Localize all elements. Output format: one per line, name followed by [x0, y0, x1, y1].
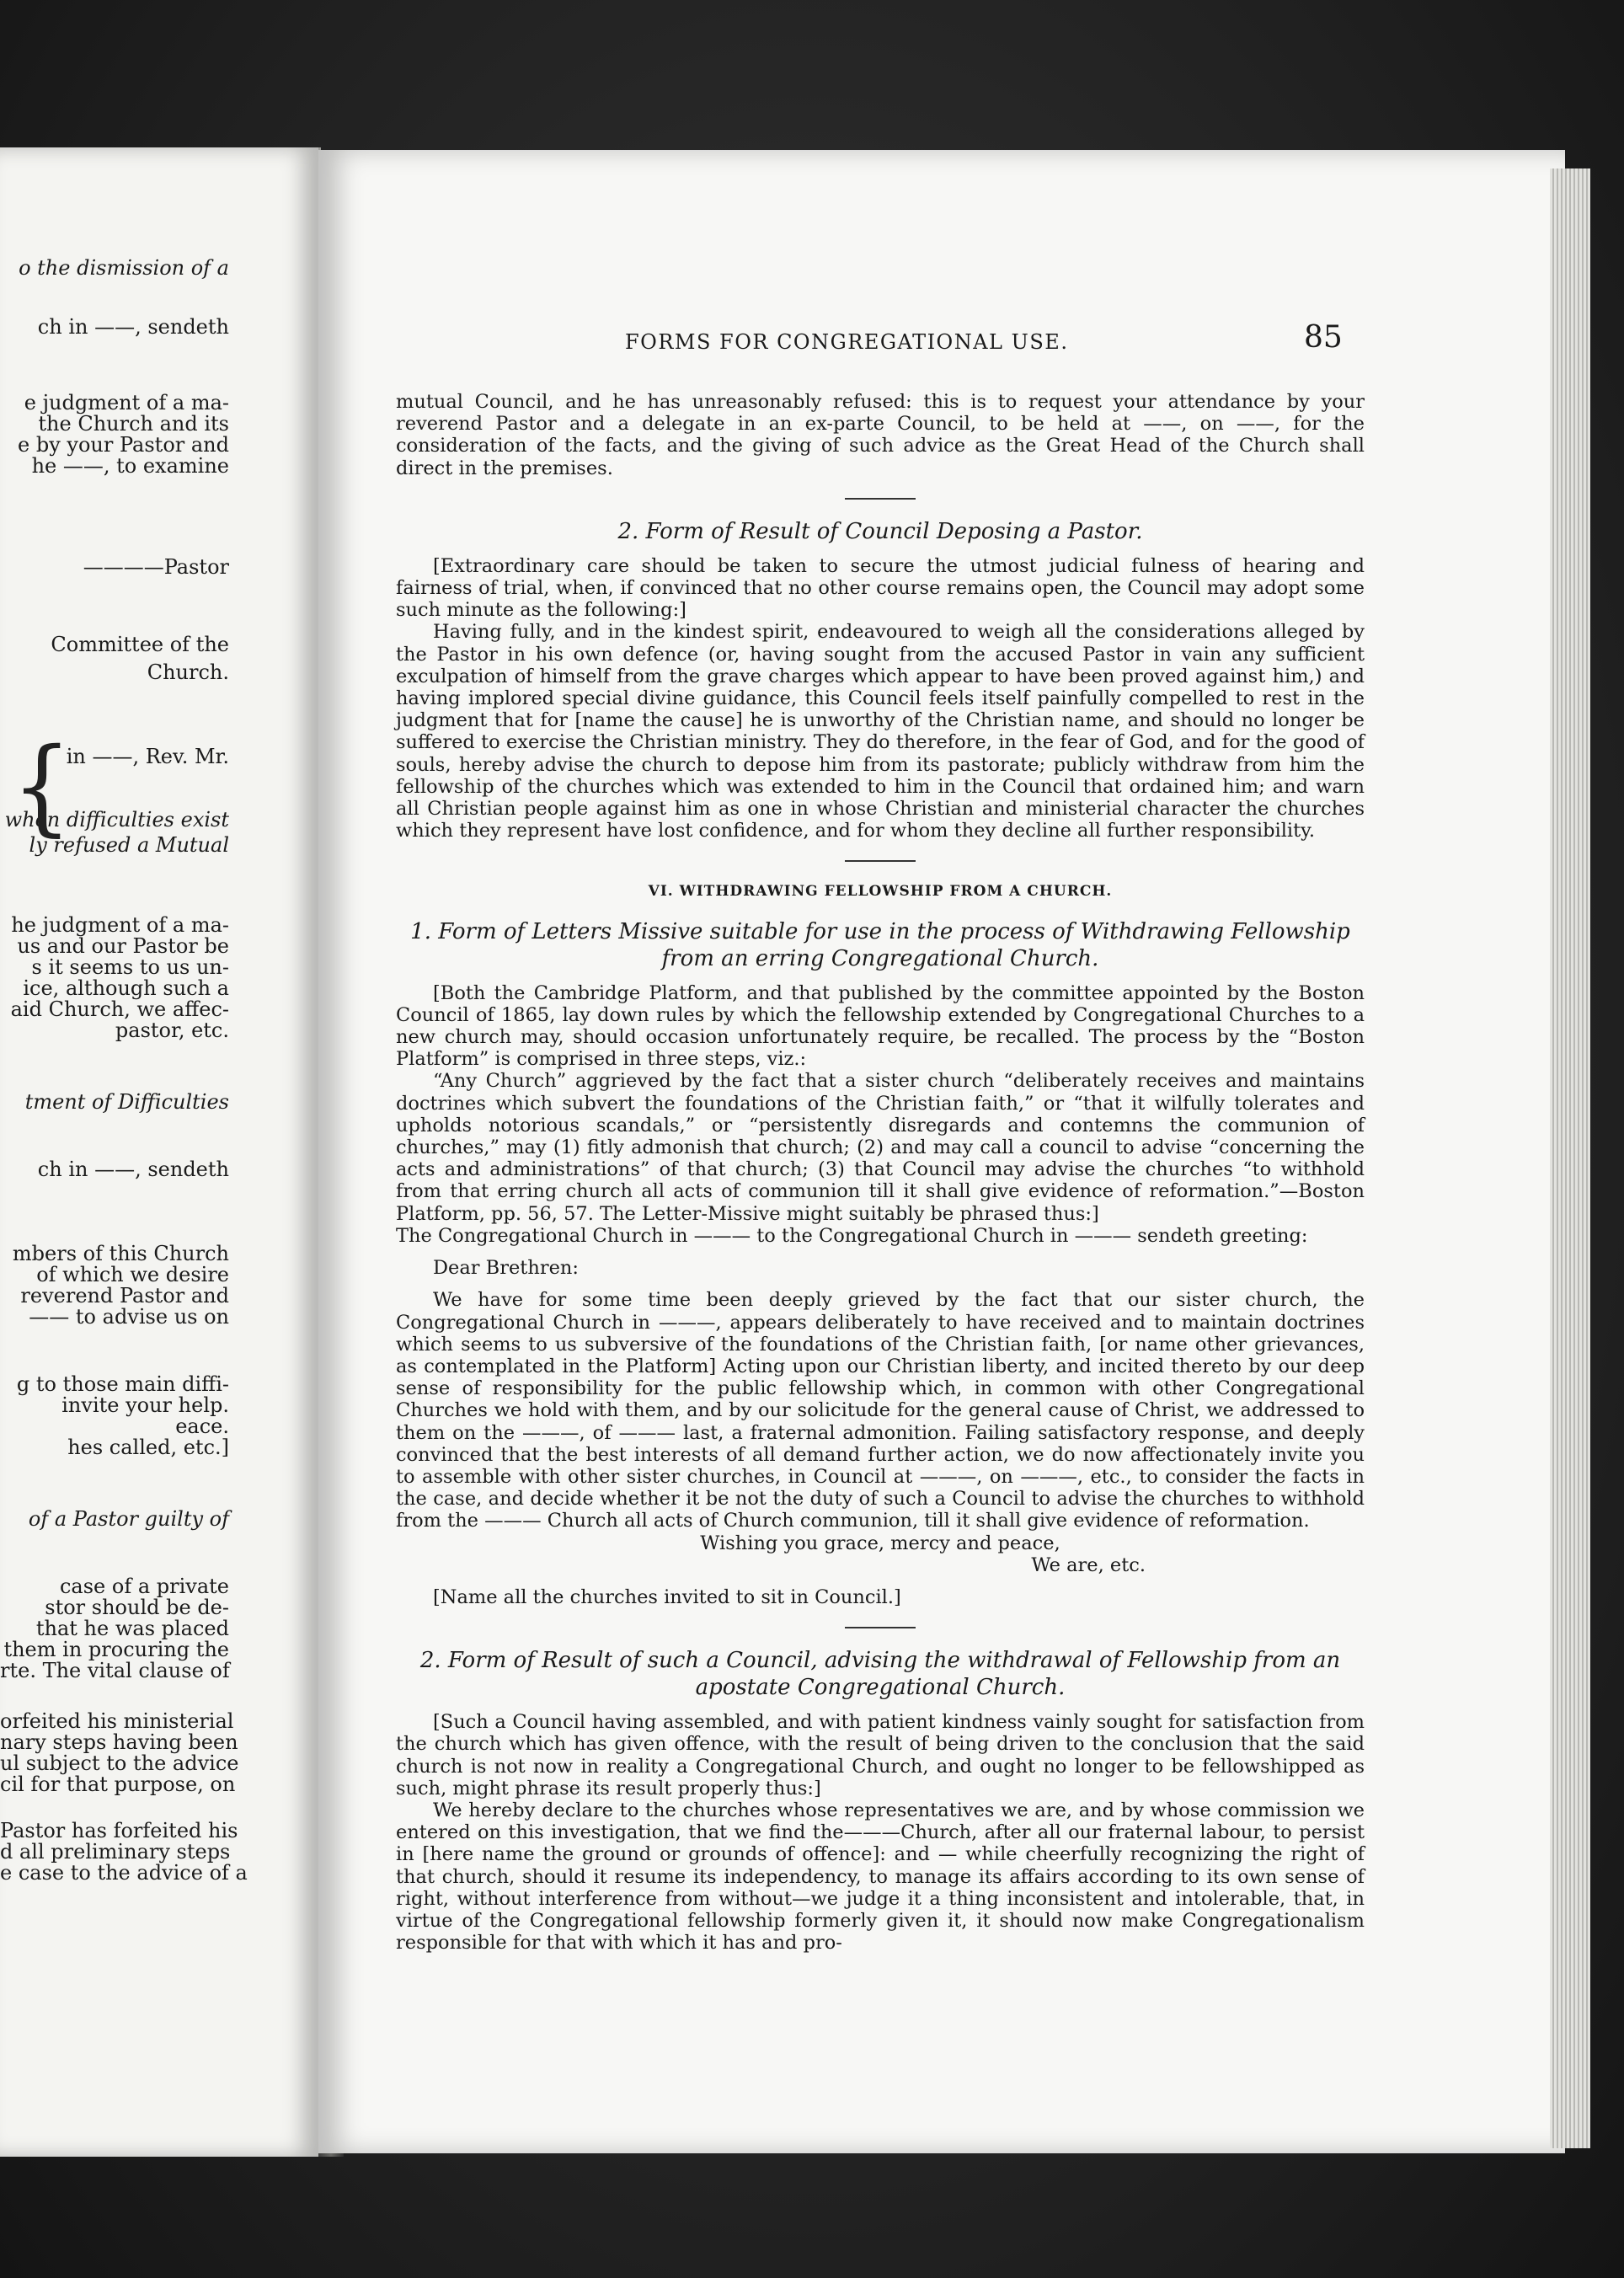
left-page-line: ch in ——, sendeth	[37, 1158, 229, 1181]
left-page-line: e by your Pastor and	[18, 433, 229, 457]
form-heading-deposing-pastor: 2. Form of Result of Council Deposing a Pastor.	[617, 518, 1143, 544]
divider	[845, 860, 916, 862]
left-page-line: —— to advise us on	[29, 1305, 229, 1329]
letter-address: The Congregational Church in ——— to the Congregational Church in ——— sendeth greeting:	[396, 1224, 1308, 1247]
form-note: [Such a Council having assembled, and with patient kindness vainly sought for satisfaction from the church which has given offence, with the result of being driven to the conclusion that the said church is not now in reality a Congregational Church, and ought no longer to be fellowshipped as such, might phrase its result properly thus:]	[396, 1711, 1365, 1799]
letter-signoff: We are, etc.	[1031, 1553, 1146, 1576]
left-page-line: when difficulties exist	[4, 808, 229, 832]
left-page-line: orfeited his ministerial	[0, 1709, 234, 1733]
letter-footnote: [Name all the churches invited to sit in Council.]	[433, 1586, 901, 1608]
left-page-line: invite your help.	[61, 1393, 229, 1417]
form-heading-letters-missive-line1: 1. Form of Letters Missive suitable for use in the process of Withdrawing Fellowship	[410, 918, 1350, 944]
left-page-line: hes called, etc.]	[67, 1436, 229, 1459]
left-page-line: ch in ——, sendeth	[37, 315, 229, 339]
letter-closing: Wishing you grace, mercy and peace,	[700, 1532, 1060, 1554]
left-page-line: s it seems to us un-	[31, 955, 229, 979]
form-note: [Both the Cambridge Platform, and that published by the committee appointed by the Boston Council of 1865, lay down rules by which the fellowship extended by Congregational Churches to a new church may, should occasion unfortunately require, be recalled. The process by the “Boston Platform” is comprised in three steps, viz.:	[396, 981, 1365, 1071]
left-page-line: Committee of the	[51, 633, 229, 656]
form-heading-withdrawal-line2: apostate Congregational Church.	[695, 1675, 1066, 1701]
left-page-line: that he was placed	[35, 1617, 229, 1640]
left-page-line: he judgment of a ma-	[11, 913, 229, 937]
brace-glyph: {	[12, 726, 72, 848]
page-number: 85	[1304, 320, 1343, 355]
left-page-line: tment of Difficulties	[24, 1090, 229, 1114]
left-page-line: mbers of this Church	[12, 1242, 229, 1265]
left-page	[0, 147, 321, 2157]
left-page-line: g to those main diffi-	[16, 1372, 229, 1396]
form-body: We hereby declare to the churches whose representatives we are, and by whose commission we entered on this investigation, that we find the———Church, after all our fraternal labour, to persist in [here name the ground or grounds of offence]: and — while cheerfully recognizing the right of that church, should it resume its independency, to manage its affairs according to its own sense of right, without interference from without—we judge it a thing inconsistent and intolerable, that, in virtue of the Congregational fellowship formerly given it, it should now make Congregationalism responsible for that with which it has and pro-	[396, 1799, 1365, 1954]
left-page-line: cil for that purpose, on	[0, 1773, 236, 1796]
page-text-column	[396, 391, 1365, 1954]
left-page-line: stor should be de-	[45, 1596, 229, 1619]
form-heading-letters-missive-line2: from an erring Congregational Church.	[661, 945, 1099, 971]
left-page-line: Church.	[147, 660, 229, 684]
left-page-line: reverend Pastor and	[20, 1284, 229, 1307]
left-page-line: eace.	[175, 1414, 229, 1438]
left-page-line: e judgment of a ma-	[24, 391, 229, 414]
page-edges	[1550, 168, 1590, 2148]
form-body: Having fully, and in the kindest spirit, endeavoured to weigh all the considerations alleged by the Pastor in his own defence (or, having sought from the accused Pastor in vain any sufficient exculpation of himself from the grave charges which appear to have been proved against him,) and having implored special divine guidance, this Council feels itself painfully compelled to rest in the judgment that for [name the cause] he is unworthy of the Christian name, and should no longer be suffered to exercise the Christian ministry. They do therefore, in the fear of God, and for the good of souls, hereby advise the church to depose him from its pastorate; publicly withdraw from him the fellowship of the churches which was extended to him in the Council that ordained him; and warn all Christian people against him as one in whose Christian and ministerial character the churches which they represent have lost confidence, and for whom they decline all further responsibility.	[396, 621, 1365, 842]
left-page-line: o the dismission of a	[19, 256, 229, 280]
continuation-paragraph: mutual Council, and he has unreasonably refused: this is to request your attendance by your reverend Pastor and a delegate in an ex-parte Council, to be held at ——, on ——, for the consideration of the facts, and the giving of such advice as the Great Head of the Church shall direct in the premises.	[396, 391, 1365, 479]
left-page-line: ————Pastor	[83, 555, 229, 579]
left-page-line: them in procuring the	[3, 1638, 229, 1661]
form-note: “Any Church” aggrieved by the fact that a sister church “deliberately receives and maintains doctrines which subvert the foundations of the Christian faith,” or “that it wilfully tolerates and upholds notorious scandals,” or “persistently disregards and contemns the communion of churches,” may (1) fitly admonish that church; (2) and may call a council to advise “concerning the acts and administrations” of that church; (3) that Council may advise the churches “to withhold from that erring church all acts of communion till it shall give evidence of reformation.”—Boston Platform, pp. 56, 57. The Letter-Missive might suitably be phrased thus:]	[396, 1070, 1365, 1225]
left-page-line: ul subject to the advice	[0, 1751, 239, 1775]
left-page-line: Pastor has forfeited his	[0, 1819, 238, 1842]
form-heading-withdrawal-line1: 2. Form of Result of such a Council, advising the withdrawal of Fellowship from an	[419, 1648, 1341, 1674]
form-note: [Extraordinary care should be taken to secure the utmost judicial fulness of hearing and fairness of trial, when, if convinced that no other course remains open, the Council may adopt some such minute as the following:]	[396, 554, 1365, 622]
running-head: FORMS FOR CONGREGATIONAL USE.	[625, 330, 1069, 354]
left-page-line: e case to the advice of a	[0, 1861, 248, 1885]
left-page-line: of which we desire	[36, 1263, 229, 1286]
left-page-line: of a Pastor guilty of	[28, 1507, 229, 1531]
divider	[845, 498, 916, 500]
section-heading: VI. WITHDRAWING FELLOWSHIP FROM A CHURCH.	[648, 883, 1113, 901]
left-page-line: rte. The vital clause of	[0, 1659, 230, 1682]
letter-body: We have for some time been deeply grieved by the fact that our sister church, the Congregational Church in ———, appears deliberately to have received and to maintain doctrines which seems to us subversive of the foundations of the Christian faith, [or name other grievances, as contemplated in the Platform] Acting upon our Christian liberty, and incited thereto by our deep sense of responsibility for the public fellowship which, in common with other Congregational Churches we hold with them, and by our solicitude for the general cause of Christ, we addressed to them on the ———, of ——— last, a fraternal admonition. Failing satisfactory response, and deeply convinced that the best interests of all demand further action, we do now affectionately invite you to assemble with other sister churches, in Council at ———, on ———, etc., to consider the facts in the case, and decide whether it be not the duty of such a Council to advise the churches to withhold from the ——— Church all acts of Church communion, till it shall give evidence of reformation.	[396, 1289, 1365, 1532]
left-page-line: pastor, etc.	[115, 1019, 229, 1042]
left-page-line: us and our Pastor be	[17, 934, 229, 958]
left-page-line: d all preliminary steps	[0, 1840, 231, 1864]
left-page-line: aid Church, we affec-	[10, 997, 229, 1021]
left-page-line: nary steps having been	[0, 1730, 238, 1754]
divider	[845, 1627, 916, 1628]
letter-salutation: Dear Brethren:	[433, 1257, 579, 1280]
left-page-line: he ——, to examine	[31, 454, 229, 478]
left-page-line: in ——, Rev. Mr.	[66, 745, 229, 768]
left-page-line: the Church and its	[38, 412, 229, 436]
left-page-line: ly refused a Mutual	[29, 833, 229, 857]
left-page-line: case of a private	[59, 1575, 229, 1598]
left-page-line: ice, although such a	[23, 976, 229, 1000]
